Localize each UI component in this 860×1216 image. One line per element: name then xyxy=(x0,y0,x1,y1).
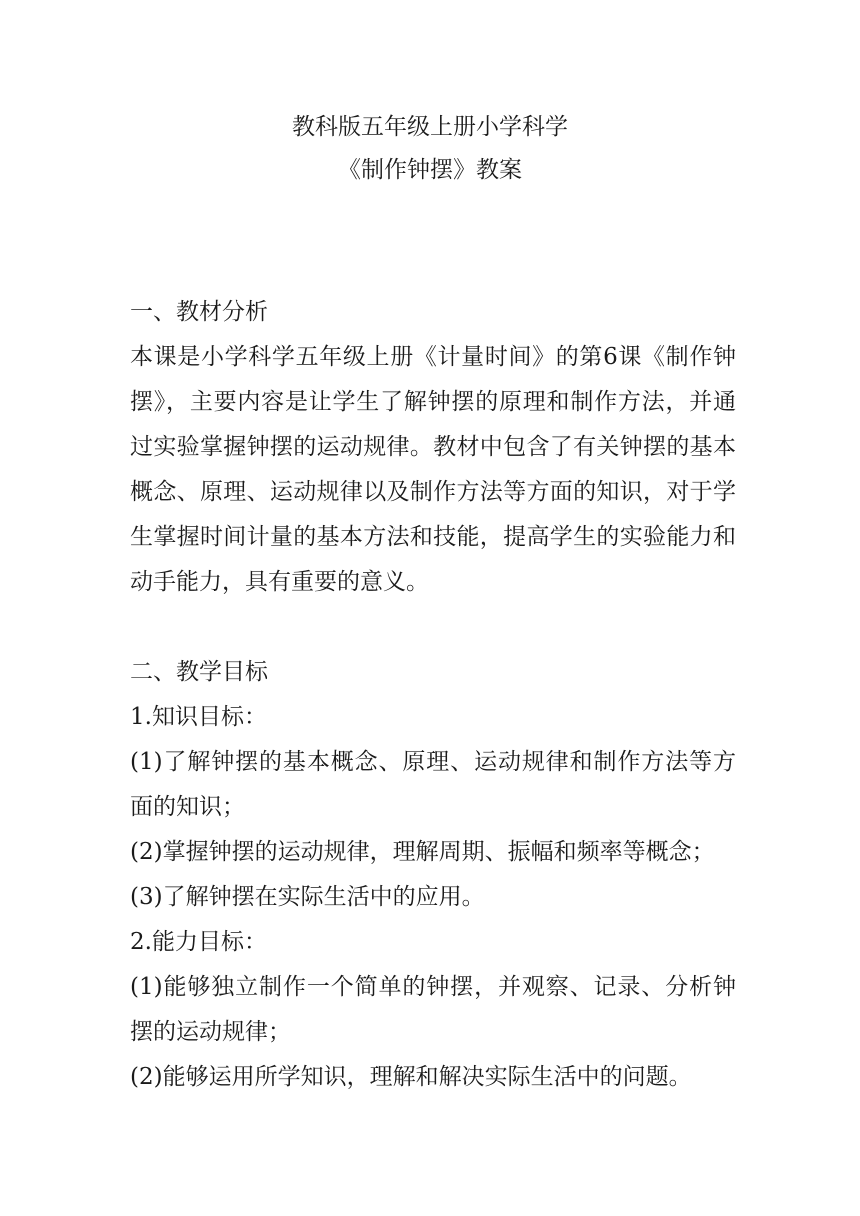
document-title: 教科版五年级上册小学科学 xyxy=(292,114,568,140)
ability-goal-item: (1)能够独立制作一个简单的钟摆，并观察、记录、分析钟摆的运动规律； xyxy=(130,974,736,1045)
document-subtitle: 《制作钟摆》教案 xyxy=(338,157,522,183)
knowledge-goal-item: (2)掌握钟摆的运动规律，理解周期、振幅和频率等概念； xyxy=(130,839,715,865)
knowledge-goal-item: (1)了解钟摆的基本概念、原理、运动规律和制作方法等方面的知识； xyxy=(130,749,736,820)
section-spacer xyxy=(130,605,736,650)
knowledge-goal-label: 1.知识目标： xyxy=(130,704,267,730)
document-body xyxy=(130,290,736,1100)
materials-paragraph: 本课是小学科学五年级上册《计量时间》的第6课《制作钟摆》，主要内容是让学生了解钟摆的原理和制作方法，并通过实验掌握钟摆的运动规律。教材中包含了有关钟摆的基本概念、原理、运动规律以及制作方法等方面的知识，对于学生掌握时间计量的基本方法和技能，提高学生的实验能力和动手能力，具有重要的意义。 xyxy=(130,344,736,595)
ability-goal-label: 2.能力目标： xyxy=(130,929,267,955)
ability-goal-item: (2)能够运用所学知识，理解和解决实际生活中的问题。 xyxy=(130,1064,692,1090)
knowledge-goal-item: (3)了解钟摆在实际生活中的应用。 xyxy=(130,884,485,910)
section-heading-objectives: 二、教学目标 xyxy=(130,659,268,685)
section-heading-materials: 一、教材分析 xyxy=(130,299,268,325)
